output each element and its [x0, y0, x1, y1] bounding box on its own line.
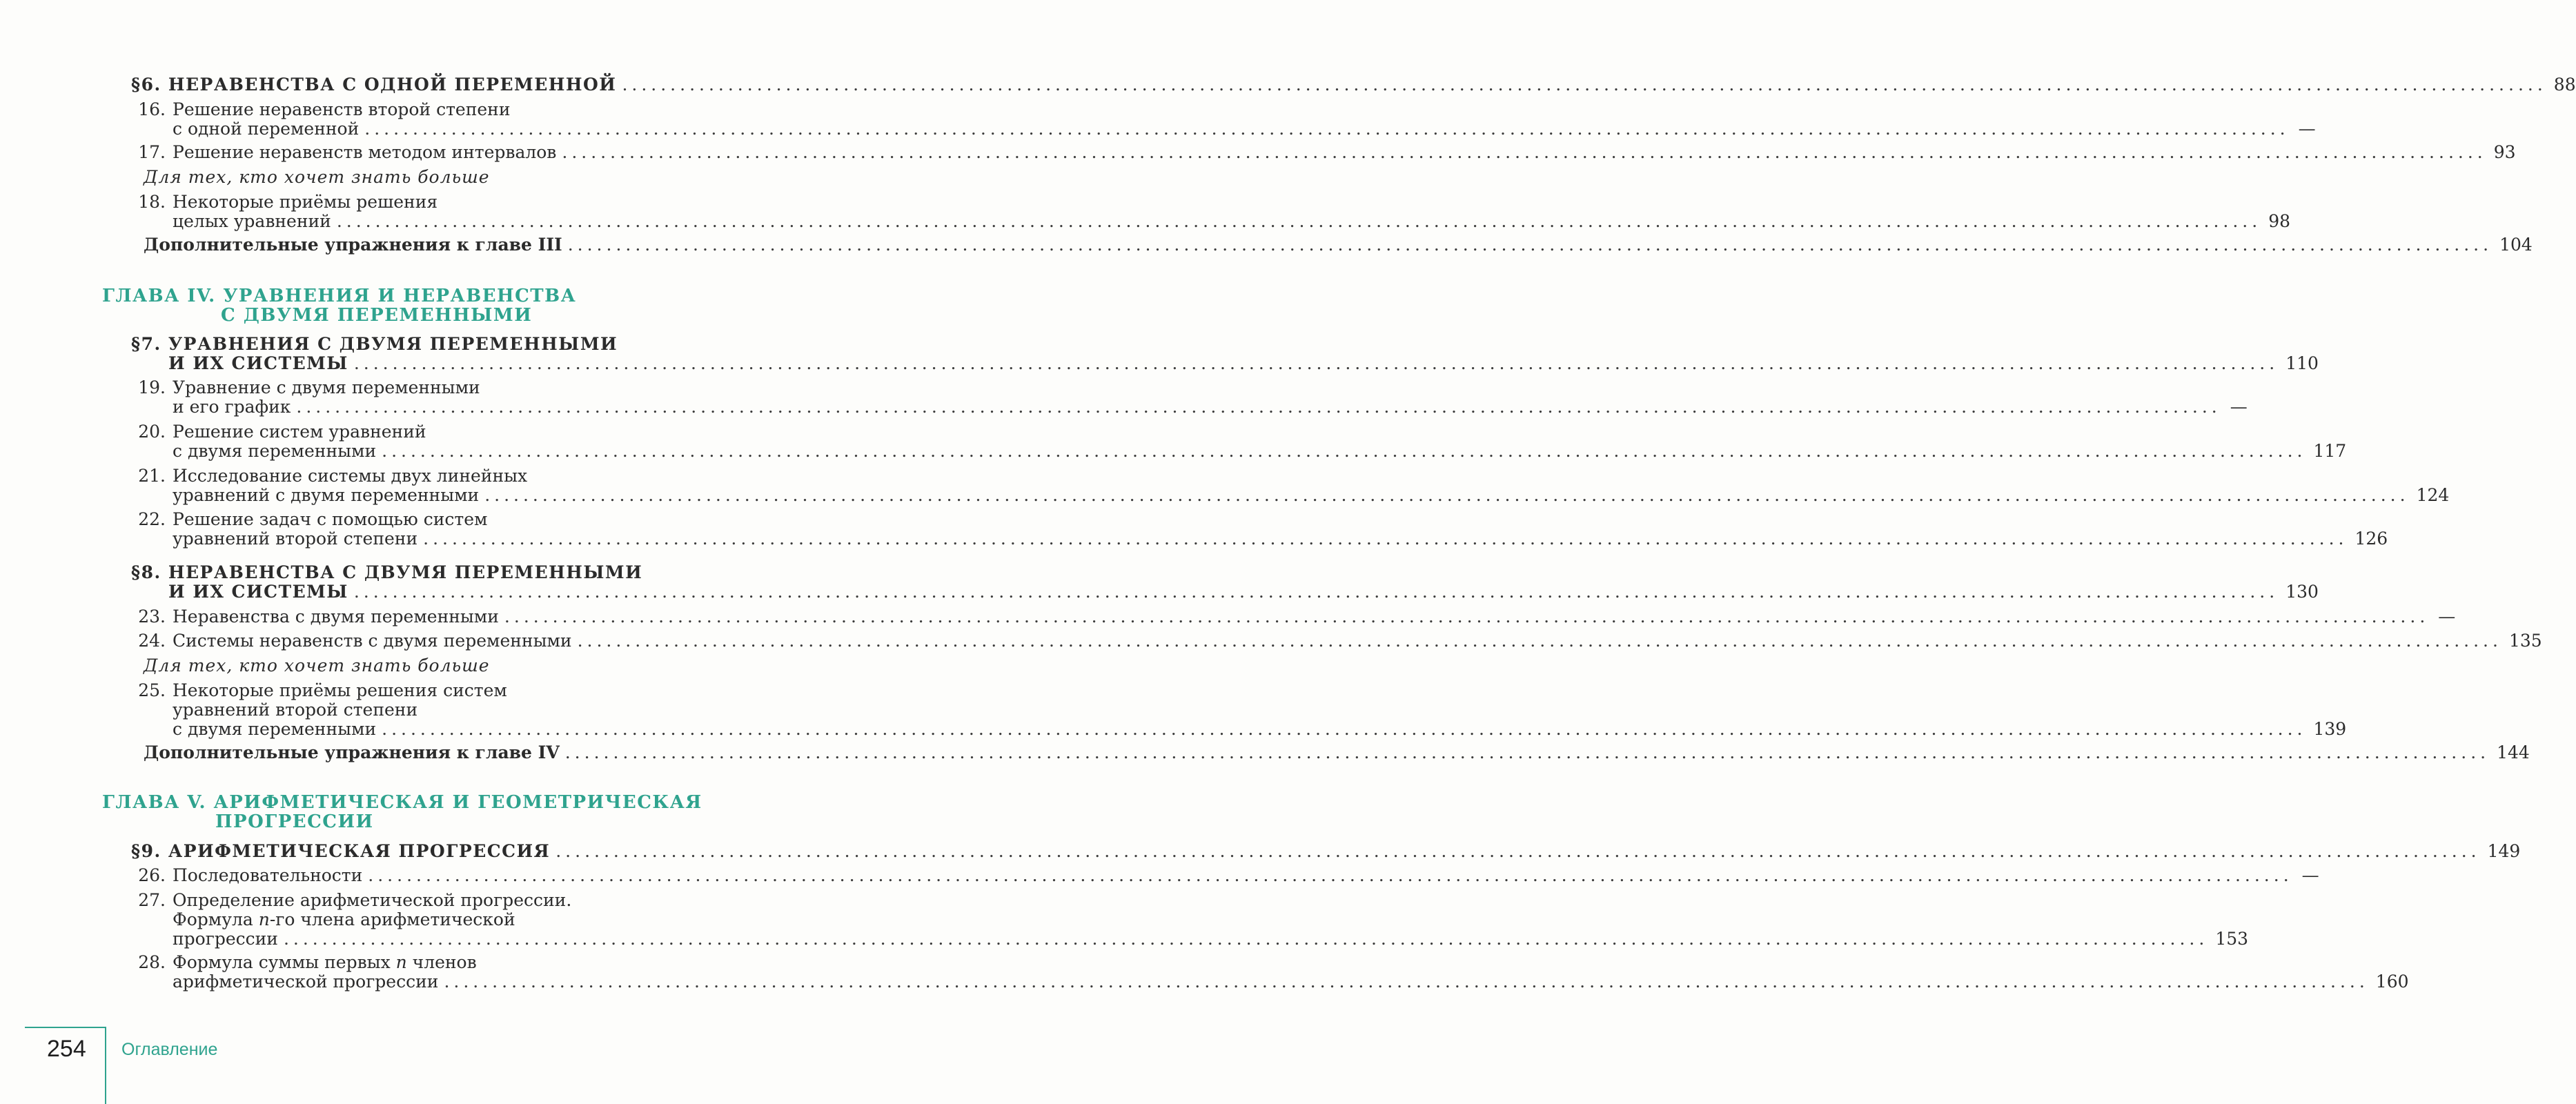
- leader-dots: ........................................................................................................................................................................................................: [368, 865, 2293, 885]
- page-ref: 153: [2215, 929, 2249, 949]
- leader-dots: ........................................................................................................................................................................................................: [564, 742, 2490, 762]
- item-title-cont: с двумя переменными: [173, 441, 377, 461]
- toc-item-21-cont[interactable]: [173, 485, 2450, 506]
- item-number: 21.: [138, 466, 166, 486]
- item-title: Неравенства с двумя переменными: [173, 607, 499, 627]
- variable-n: n: [258, 909, 270, 929]
- toc-item-28[interactable]: [126, 952, 477, 973]
- page-ref: 149: [2487, 841, 2521, 861]
- footer-divider-horizontal: [25, 1027, 106, 1028]
- leader-dots: ........................................................................................................................................................................................................: [504, 607, 2430, 627]
- chapter-4-title[interactable]: ГЛАВА IV. УРАВНЕНИЯ И НЕРАВЕНСТВА: [102, 286, 577, 306]
- leader-dots: ........................................................................................................................................................................................................: [382, 719, 2307, 739]
- page-ref: 98: [2268, 211, 2291, 231]
- toc-additional-4[interactable]: [144, 742, 2530, 763]
- item-title-cont: с двумя переменными: [173, 719, 377, 739]
- leader-dots: ........................................................................................................................................................................................................: [364, 119, 2290, 139]
- toc-item-18-cont[interactable]: [173, 211, 2291, 232]
- page-number: 254: [47, 1036, 86, 1062]
- page-ref: 126: [2354, 529, 2388, 549]
- item-title: Решение систем уравнений: [173, 422, 426, 442]
- section-title: §6. НЕРАВЕНСТВА С ОДНОЙ ПЕРЕМЕННОЙ: [131, 75, 617, 95]
- toc-item-27-cont[interactable]: [173, 929, 2249, 949]
- page-ref: 104: [2499, 235, 2533, 255]
- leader-dots: ........................................................................................................................................................................................................: [336, 211, 2262, 231]
- toc-item-20[interactable]: [126, 422, 426, 442]
- page-ref: —: [2230, 397, 2248, 417]
- page-ref: 135: [2508, 631, 2542, 651]
- toc-item-19[interactable]: [126, 377, 480, 398]
- toc-item-23[interactable]: [126, 607, 2456, 627]
- item-title-cont: целых уравнений: [173, 211, 331, 231]
- item-title-cont: прогрессии: [173, 929, 278, 949]
- item-title-cont: арифметической прогрессии: [173, 972, 439, 992]
- leader-dots: ........................................................................................................................................................................................................: [353, 582, 2279, 602]
- leader-dots: ........................................................................................................................................................................................................: [353, 353, 2279, 373]
- item-number: 26.: [138, 865, 166, 885]
- page-ref: 160: [2375, 972, 2409, 992]
- item-number: 18.: [138, 192, 166, 212]
- chapter-5-title-cont: ПРОГРЕССИИ: [215, 811, 374, 832]
- leader-dots: ........................................................................................................................................................................................................: [622, 75, 2547, 95]
- section-title: §9. АРИФМЕТИЧЕСКАЯ ПРОГРЕССИЯ: [131, 841, 551, 861]
- toc-item-22-cont[interactable]: [173, 529, 2388, 549]
- toc-item-16[interactable]: [126, 99, 511, 120]
- variable-n: n: [395, 952, 407, 972]
- toc-section-7[interactable]: §7. УРАВНЕНИЯ С ДВУМЯ ПЕРЕМЕННЫМИ: [131, 334, 618, 354]
- item-title: Решение неравенств второй степени: [173, 99, 511, 119]
- toc-section-9[interactable]: [131, 841, 2521, 862]
- leader-dots: ........................................................................................................................................................................................................: [567, 235, 2493, 255]
- toc-item-19-cont[interactable]: [173, 397, 2248, 417]
- toc-item-27-line2: [173, 909, 515, 930]
- toc-item-24[interactable]: [126, 631, 2542, 651]
- section-title-cont: И ИХ СИСТЕМЫ: [168, 582, 348, 602]
- page-ref: 130: [2285, 582, 2319, 602]
- item-title-cont: уравнений второй степени: [173, 529, 418, 549]
- page-ref: 117: [2313, 441, 2347, 461]
- item-number: 17.: [138, 142, 166, 162]
- item-title: Последовательности: [173, 865, 363, 885]
- running-title: Оглавление: [121, 1040, 218, 1059]
- toc-item-17[interactable]: [126, 142, 2516, 163]
- chapter-4-title-cont: С ДВУМЯ ПЕРЕМЕННЫМИ: [221, 305, 533, 326]
- leader-dots: ........................................................................................................................................................................................................: [484, 485, 2410, 505]
- item-number: 16.: [138, 99, 166, 119]
- toc-item-21[interactable]: [126, 466, 527, 486]
- item-title: членов: [406, 952, 477, 972]
- toc-item-28-cont[interactable]: [173, 972, 2409, 992]
- item-title-cont: и его график: [173, 397, 291, 417]
- item-title: Некоторые приёмы решения систем: [173, 680, 507, 700]
- item-text: Формула: [173, 909, 259, 929]
- footer-divider-vertical: [105, 1027, 106, 1104]
- page-ref: —: [2298, 119, 2316, 139]
- item-title: Уравнение с двумя переменными: [173, 377, 480, 397]
- page-ref: 110: [2285, 353, 2319, 373]
- toc-item-26[interactable]: [126, 865, 2319, 886]
- toc-section-6[interactable]: [131, 75, 2576, 95]
- item-title: Определение арифметической прогрессии.: [173, 890, 572, 910]
- section-title-cont: И ИХ СИСТЕМЫ: [168, 353, 348, 373]
- toc-item-25[interactable]: [126, 680, 507, 701]
- item-title: Системы неравенств с двумя переменными: [173, 631, 572, 651]
- item-title-cont: уравнений с двумя переменными: [173, 485, 480, 505]
- item-title: Решение задач с помощью систем: [173, 509, 488, 529]
- item-number: 20.: [138, 422, 166, 442]
- item-number: 28.: [138, 952, 166, 972]
- leader-dots: ........................................................................................................................................................................................................: [555, 841, 2481, 861]
- toc-item-16-cont[interactable]: [173, 119, 2316, 139]
- chapter-5-title[interactable]: ГЛАВА V. АРИФМЕТИЧЕСКАЯ И ГЕОМЕТРИЧЕСКАЯ: [102, 792, 702, 813]
- leader-dots: ........................................................................................................................................................................................................: [382, 441, 2307, 461]
- item-title-cont: с одной переменной: [173, 119, 360, 139]
- toc-section-7-cont[interactable]: [168, 353, 2319, 374]
- page-ref: —: [2438, 607, 2456, 627]
- toc-item-18[interactable]: [126, 192, 437, 213]
- toc-item-22[interactable]: [126, 509, 488, 530]
- toc-item-25-line2: уравнений второй степени: [173, 700, 418, 720]
- item-title: Формула суммы первых: [173, 952, 396, 972]
- page-ref: 144: [2497, 742, 2530, 762]
- additional-title: Дополнительные упражнения к главе III: [144, 235, 562, 255]
- page-ref: 93: [2493, 142, 2516, 162]
- page-ref: —: [2301, 865, 2319, 885]
- leader-dots: ........................................................................................................................................................................................................: [296, 397, 2221, 417]
- item-number: 24.: [138, 631, 166, 651]
- item-number: 23.: [138, 607, 166, 627]
- extra-heading: Для тех, кто хочет знать больше: [144, 656, 490, 676]
- toc-additional-3[interactable]: [144, 235, 2533, 255]
- item-title: Исследование системы двух линейных: [173, 466, 528, 486]
- item-number: 22.: [138, 509, 166, 529]
- item-text: -го члена арифметической: [269, 909, 515, 929]
- item-title: Решение неравенств методом интервалов: [173, 142, 557, 162]
- item-number: 27.: [138, 890, 166, 910]
- extra-heading: Для тех, кто хочет знать больше: [144, 167, 490, 187]
- item-title: Некоторые приёмы решения: [173, 192, 438, 212]
- item-number: 19.: [138, 377, 166, 397]
- additional-title: Дополнительные упражнения к главе IV: [144, 742, 560, 762]
- page-ref: 88: [2553, 75, 2576, 95]
- page-ref: 139: [2313, 719, 2347, 739]
- leader-dots: ........................................................................................................................................................................................................: [283, 929, 2209, 949]
- toc-item-27[interactable]: [126, 890, 571, 911]
- leader-dots: ........................................................................................................................................................................................................: [562, 142, 2487, 162]
- toc-section-8[interactable]: §8. НЕРАВЕНСТВА С ДВУМЯ ПЕРЕМЕННЫМИ: [131, 562, 643, 582]
- leader-dots: ........................................................................................................................................................................................................: [444, 972, 2369, 992]
- page-ref: 124: [2416, 485, 2450, 505]
- toc-item-25-cont[interactable]: [173, 719, 2347, 740]
- toc-item-20-cont[interactable]: [173, 441, 2347, 462]
- item-number: 25.: [138, 680, 166, 700]
- leader-dots: ........................................................................................................................................................................................................: [577, 631, 2502, 651]
- toc-section-8-cont[interactable]: [168, 582, 2319, 602]
- leader-dots: ........................................................................................................................................................................................................: [423, 529, 2348, 549]
